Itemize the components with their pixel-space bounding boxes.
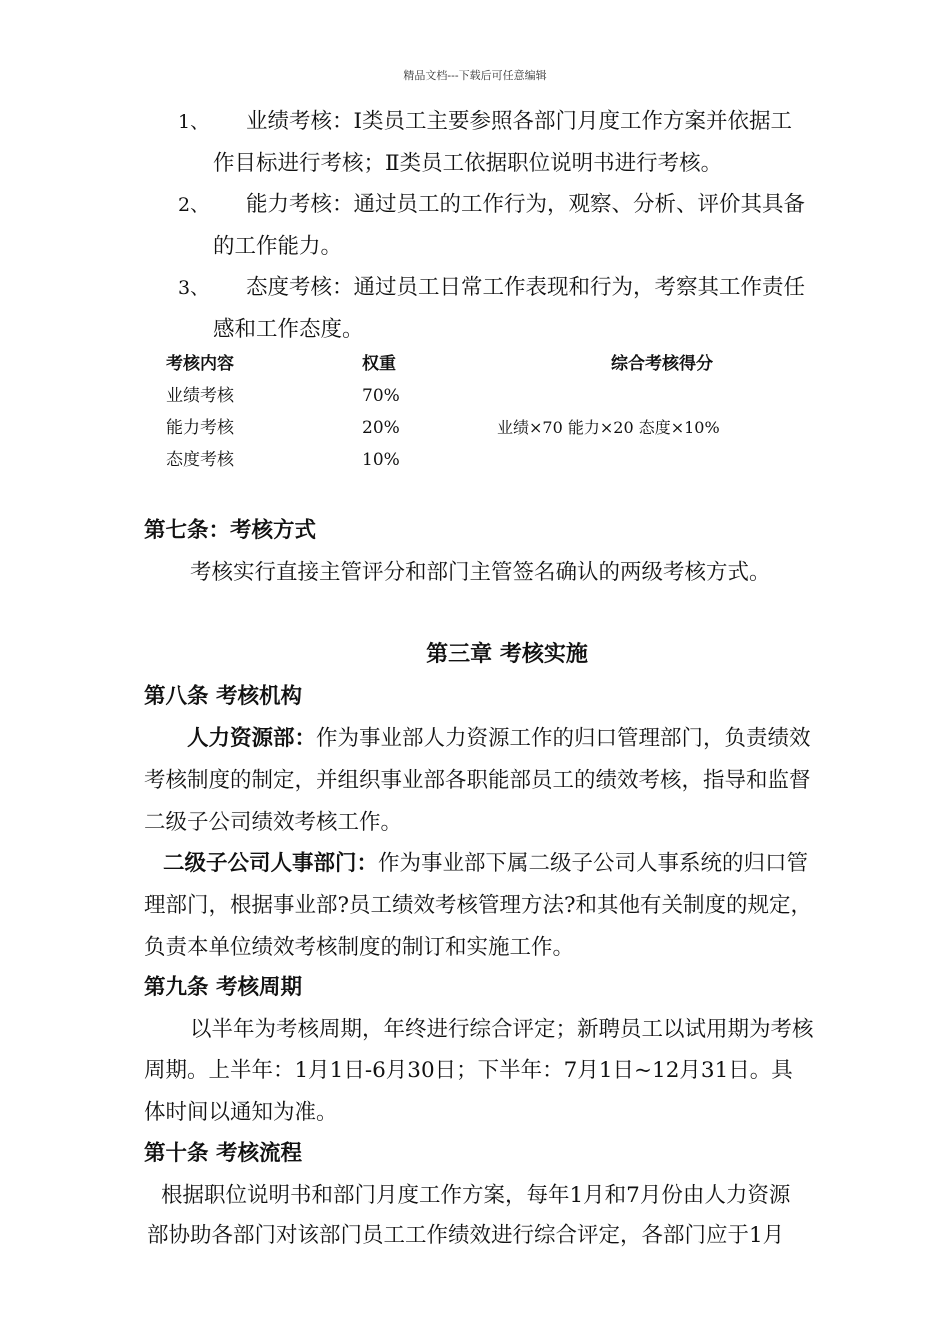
list-item-number: 1、 bbox=[178, 111, 210, 133]
hr-text: 作为事业部人力资源工作的归口管理部门，负责绩效 bbox=[316, 726, 811, 751]
article-8-sub-paragraph bbox=[163, 850, 808, 878]
table-cell-weight: 10% bbox=[362, 450, 400, 470]
table-cell-item: 态度考核 bbox=[166, 450, 234, 470]
article-8-text: 二级子公司绩效考核工作。 bbox=[144, 810, 403, 835]
article-7-body: 考核实行直接主管评分和部门主管签名确认的两级考核方式。 bbox=[190, 560, 771, 585]
article-9-text: 周期。上半年：1月1日-6月30日；下半年：7月1日~12月31日。具 bbox=[144, 1058, 793, 1083]
table-cell-weight: 20% bbox=[362, 418, 400, 438]
table-cell-item: 业绩考核 bbox=[166, 386, 234, 406]
sub-label: 二级子公司人事部门： bbox=[163, 851, 379, 876]
list-item-text: 态度考核：通过员工日常工作表现和行为，考察其工作责任 bbox=[246, 275, 806, 300]
list-item-text: 感和工作态度。 bbox=[213, 317, 364, 342]
article-9-text: 以半年为考核周期，年终进行综合评定；新聘员工以试用期为考核 bbox=[190, 1017, 814, 1042]
article-8-text: 理部门，根据事业部?员工绩效考核管理方法?和其他有关制度的规定， bbox=[144, 893, 813, 918]
table-header-content: 考核内容 bbox=[166, 354, 234, 374]
table-header-weight: 权重 bbox=[362, 354, 396, 374]
table-cell-formula: 业绩×70 能力×20 态度×10% bbox=[497, 418, 720, 437]
article-8-hr-paragraph bbox=[187, 725, 811, 753]
article-9-title: 第九条 考核周期 bbox=[144, 975, 302, 1000]
table-header-score: 综合考核得分 bbox=[611, 354, 713, 374]
list-item-text: 的工作能力。 bbox=[213, 234, 343, 259]
article-8-text: 考核制度的制定，并组织事业部各职能部员工的绩效考核，指导和监督 bbox=[144, 768, 811, 793]
article-7-title: 第七条：考核方式 bbox=[144, 518, 317, 543]
article-9-text: 体时间以通知为准。 bbox=[144, 1100, 338, 1125]
sub-text: 作为事业部下属二级子公司人事系统的归口管 bbox=[378, 851, 809, 876]
hr-label: 人力资源部： bbox=[187, 726, 317, 751]
page-header: 精品文档---下载后可任意编辑 bbox=[403, 69, 547, 82]
table-cell-item: 能力考核 bbox=[166, 418, 234, 438]
list-item-text: 能力考核：通过员工的工作行为，观察、分析、评价其具备 bbox=[246, 192, 806, 217]
list-item-number: 2、 bbox=[178, 194, 210, 216]
article-10-title: 第十条 考核流程 bbox=[144, 1141, 302, 1166]
list-item-text: 业绩考核：Ⅰ类员工主要参照各部门月度工作方案并依据工 bbox=[246, 109, 792, 134]
list-item-number: 3、 bbox=[178, 277, 210, 299]
article-10-text: 根据职位说明书和部门月度工作方案，每年1月和7月份由人力资源 bbox=[161, 1183, 791, 1208]
article-8-text: 负责本单位绩效考核制度的制订和实施工作。 bbox=[144, 935, 575, 960]
article-10-text: 部协助各部门对该部门员工工作绩效进行综合评定，各部门应于1月 bbox=[147, 1223, 785, 1248]
table-cell-weight: 70% bbox=[362, 386, 400, 406]
list-item-text: 作目标进行考核；Ⅱ类员工依据职位说明书进行考核。 bbox=[213, 151, 723, 176]
article-8-title: 第八条 考核机构 bbox=[144, 684, 302, 709]
chapter-title: 第三章 考核实施 bbox=[426, 642, 588, 667]
